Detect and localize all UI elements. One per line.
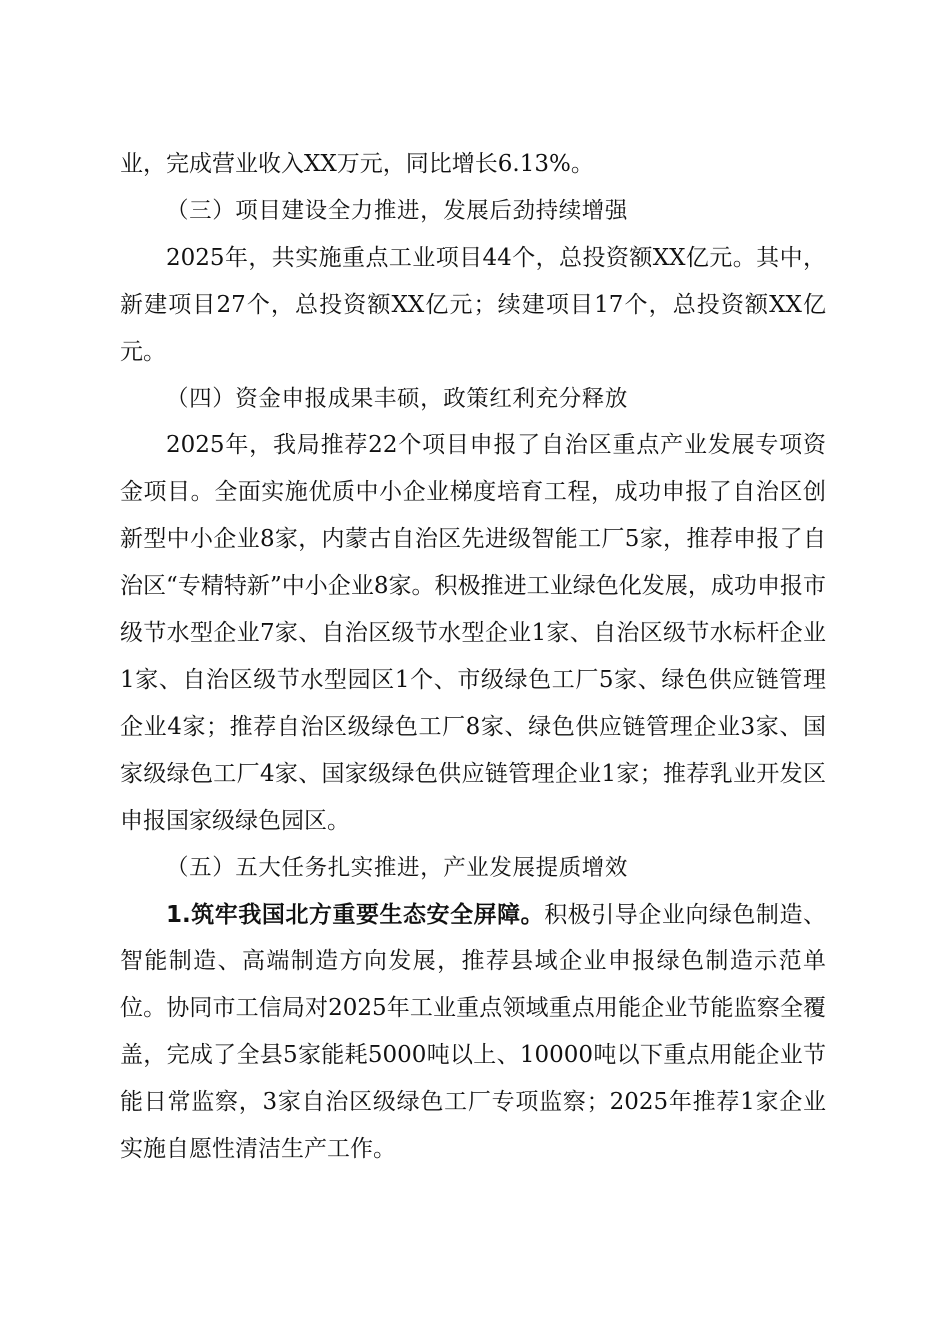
paragraph-funding: 2025年，我局推荐22个项目申报了自治区重点产业发展专项资金项目。全面实施优质中小企业梯度培育工程，成功申报了自治区创新型中小企业8家，内蒙古自治区先进级智能工厂5家，推荐申报了自治区“专精特新”中小企业8家。积极推进工业绿色化发展，成功申报市级节水型企业7家、自治区级节水型企业1家、自治区级节水标杆企业1家、自治区级节水型园区1个、市级绿色工厂5家、绿色供应链管理企业4家；推荐自治区级绿色工厂8家、绿色供应链管理企业3家、国家级绿色工厂4家、国家级绿色供应链管理企业1家；推荐乳业开发区申报国家级绿色园区。 [120, 432, 826, 834]
document-body [120, 141, 826, 1173]
section-heading-4: （四）资金申报成果丰硕，政策红利充分释放 [166, 385, 629, 412]
paragraph-tasks [120, 892, 826, 1173]
paragraph-projects: 2025年，共实施重点工业项目44个，总投资额XX亿元。其中，新建项目27个，总投资额XX亿元；续建项目17个，总投资额XX亿元。 [120, 244, 826, 365]
paragraph-lead-title: 1.筑牢我国北方重要生态安全屏障。 [166, 901, 545, 928]
paragraph-continuation: 业，完成营业收入XX万元，同比增长6.13%。 [120, 151, 594, 177]
section-heading-5: （五）五大任务扎实推进，产业发展提质增效 [166, 854, 629, 881]
paragraph-tasks-text: 积极引导企业向绿色制造、智能制造、高端制造方向发展，推荐县域企业申报绿色制造示范单位。协同市工信局对2025年工业重点领域重点用能企业节能监察全覆盖，完成了全县5家能耗5000吨以上、10000吨以下重点用能企业节能日常监察，3家自治区级绿色工厂专项监察；2025年推荐1家企业实施自愿性清洁生产工作。 [120, 901, 826, 1163]
section-heading-3: （三）项目建设全力推进，发展后劲持续增强 [166, 197, 629, 224]
